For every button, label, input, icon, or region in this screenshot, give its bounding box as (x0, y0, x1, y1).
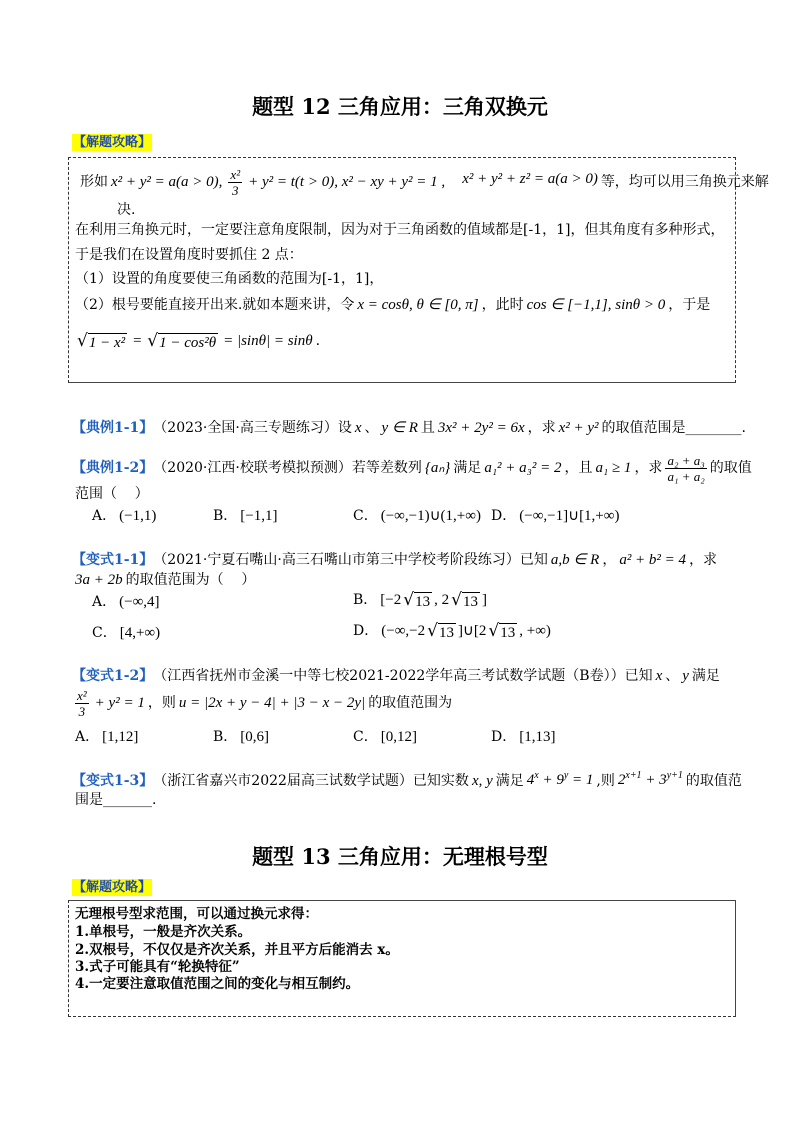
radicand: 13 (415, 594, 431, 610)
radical-sign: √ (451, 590, 462, 610)
formula: x² + y² (558, 420, 599, 436)
text: （浙江省嘉兴市2022届高三试数学试题）已知实数 (153, 773, 469, 789)
text: （2）根号要能直接开出来.就如本题来讲，令 (75, 297, 355, 313)
exponent: x+1 (625, 770, 642, 781)
radical-sign: √ (488, 621, 500, 641)
exponent-formula (527, 770, 594, 792)
formula: x (655, 668, 663, 684)
strategy-line-2: 1.单根号，一般是齐次关系。 (75, 924, 252, 940)
value-part: [−2 (380, 592, 402, 608)
sqrt-expression (147, 332, 218, 351)
text: . (152, 792, 157, 808)
question-5-line-2 (75, 790, 156, 810)
strategy-line-5: （1）设置的角度要使三角函数的范围为[-1，1]， (75, 271, 384, 287)
option-value: [−1,1] (240, 508, 278, 524)
strategy-line-2: 决. (117, 202, 136, 218)
strategy-tag: 【解题攻略】 (73, 880, 152, 895)
option-value: [4,+∞) (119, 625, 161, 641)
base: 4 (526, 772, 535, 788)
text: 满足 (495, 773, 524, 789)
formula-rest: = 1 (568, 772, 594, 788)
strategy-tag-row (72, 134, 152, 151)
radicand: 13 (438, 625, 454, 641)
formula: x² + y² = a(a > 0), (111, 174, 223, 190)
sqrt-expression (451, 591, 480, 610)
text: ， (602, 552, 617, 568)
option-c (353, 506, 484, 526)
text: 的取值 (709, 460, 752, 476)
section-title-12: 题型 12 三角应用：三角双换元 (252, 94, 548, 119)
option-value: (−1,1) (119, 508, 157, 524)
value-part: , 2 (434, 592, 450, 608)
text: 、 (364, 420, 379, 436)
text: ，求 (634, 460, 663, 476)
text: 的取值范围为 (368, 695, 453, 711)
value-part: ]∪[2 (457, 623, 487, 639)
formula: y (682, 668, 689, 684)
formula: 3x² + 2y² = 6x (437, 420, 525, 436)
fraction (75, 689, 89, 718)
formula: a,b ∈ R (550, 552, 600, 568)
text: （2023·全国·高三专题练习）设 (153, 420, 352, 436)
radicand: 13 (500, 625, 516, 641)
text: ，求 (689, 552, 718, 568)
answer-blank: ________ (685, 420, 742, 436)
formula: y ∈ R (381, 420, 418, 436)
sqrt-expression (427, 622, 456, 641)
value-part: , +∞) (519, 623, 551, 639)
text: 且 (420, 420, 435, 436)
formula: u = |2x + y − 4| + |3 − x − 2y| (178, 695, 366, 711)
option-letter: C． (353, 508, 378, 524)
fraction-numerator: x² (230, 166, 241, 182)
option-letter: C． (353, 729, 378, 745)
text: ，于是 (668, 297, 711, 313)
strategy-tag: 【解题攻略】 (73, 135, 152, 150)
option-value: [1,12] (102, 729, 139, 745)
option-value (380, 590, 487, 610)
question-5-line-1 (72, 770, 742, 792)
strategy-line-5: 4.一定要注意取值范围之间的变化与相互制约。 (75, 976, 360, 992)
fraction-numerator: a₂ + a₃ (667, 452, 705, 468)
fraction-denominator: 3 (78, 703, 86, 719)
option-letter: A． (75, 729, 100, 745)
option-letter: B． (353, 592, 378, 608)
strategy-tag-row (72, 879, 152, 896)
base: 2 (617, 772, 626, 788)
question-label: 【典例1-1】 (72, 420, 154, 436)
option-a (92, 592, 163, 612)
exponent: x (534, 770, 539, 781)
sqrt-expression (488, 622, 517, 641)
formula: cos ∈ [−1,1], sinθ > 0 (526, 297, 666, 313)
question-1-line-1 (72, 418, 746, 438)
formula: a₁² + a₃² = 2 (484, 460, 562, 476)
sqrt-expression (403, 591, 432, 610)
text: （2021·宁夏石嘴山·高三石嘴山市第三中学校考阶段练习）已知 (153, 552, 548, 568)
option-value: (−∞,4] (119, 594, 160, 610)
equals-sign: = (132, 333, 143, 349)
formula: + y² = 1 (94, 695, 145, 711)
radical-sign: √ (403, 590, 415, 610)
formula: x² + y² + z² = a(a > 0) (462, 171, 598, 187)
option-value: [0,12] (380, 729, 417, 745)
question-3-line-2 (75, 570, 255, 590)
text: 形如 (80, 174, 108, 190)
strategy-line-1 (80, 167, 769, 197)
radical-sign: √ (147, 330, 159, 351)
strategy-line-6 (75, 295, 710, 315)
strategy-line-7 (75, 329, 320, 353)
formula: x, y (471, 773, 493, 789)
option-letter: D． (353, 623, 379, 639)
text: ，此时 (481, 297, 524, 313)
text: 、 (665, 668, 680, 684)
option-letter: D． (491, 508, 517, 524)
option-value: (−∞,−1]∪[1,+∞) (519, 508, 620, 524)
radicand: 13 (462, 594, 478, 610)
text: 满足 (453, 460, 482, 476)
question-4-line-1 (72, 666, 720, 686)
strategy-line-1: 无理根号型求范围，可以通过换元求得： (75, 906, 318, 922)
formula: = |sinθ| = sinθ (223, 333, 313, 349)
option-value: [0,6] (240, 729, 270, 745)
text: 的取值范 (685, 773, 742, 789)
fraction-denominator: 3 (232, 182, 239, 198)
value-part: (−∞,−2 (381, 623, 426, 639)
option-letter: A． (92, 508, 117, 524)
text: 围是 (75, 792, 103, 808)
text: 的取值范围为（ ） (125, 572, 256, 588)
question-2-line-2: 范围（ ） (75, 486, 149, 502)
radical-sign: √ (77, 330, 88, 351)
option-d (491, 727, 558, 747)
fraction (665, 454, 706, 483)
formula: a₁ ≥ 1 (595, 460, 632, 476)
option-c (92, 623, 163, 643)
radicand: 1 − x² (88, 334, 126, 351)
strategy-line-3: 2.双根号，不仅仅是齐次关系，并且平方后能消去 x。 (75, 942, 399, 958)
section-title-13: 题型 13 三角应用：无理根号型 (252, 844, 548, 869)
formula: + y² = t(t > 0), x² − xy + y² = 1 , (248, 174, 446, 190)
fraction-numerator: x² (77, 687, 87, 703)
radicand: 1 − cos²θ (159, 334, 217, 351)
strategy-line-4: 于是我们在设置角度时要抓住 2 点： (75, 247, 303, 263)
text: （2020·江西·校联考模拟预测）若等差数列 (153, 460, 422, 476)
option-letter: D． (491, 729, 517, 745)
text: ，求 (527, 420, 556, 436)
option-a (92, 506, 159, 526)
text: ，则 (147, 695, 176, 711)
text: 等，均可以用三角换元来解 (600, 174, 769, 190)
formula: x = cosθ, θ ∈ [0, π] (357, 297, 479, 313)
exponent-formula (618, 770, 683, 792)
formula: 3a + 2b (75, 572, 123, 588)
text: . (741, 420, 746, 436)
text: 满足 (691, 668, 720, 684)
text: （江西省抚州市金溪一中等七校2021-2022学年高三考试数学试题（B卷））已知 (153, 668, 653, 684)
radical-sign: √ (427, 621, 438, 641)
question-label: 【变式1-2】 (72, 668, 154, 684)
text: ,则 (596, 773, 615, 789)
sqrt-expression (77, 332, 127, 351)
question-label: 【变式1-1】 (72, 552, 154, 568)
option-value: (−∞,−1)∪(1,+∞) (380, 508, 481, 524)
text: 的取值范围是 (601, 420, 686, 436)
answer-blank: _______ (103, 792, 152, 808)
formula: {aₙ} (424, 460, 451, 476)
question-3-line-1 (72, 550, 717, 570)
strategy-line-4: 3.式子可能具有“轮换特征” (75, 959, 240, 975)
option-value (381, 621, 551, 641)
question-4-line-2 (75, 688, 452, 718)
question-2-line-1 (72, 453, 752, 483)
fraction (228, 168, 242, 197)
option-b (353, 588, 490, 612)
fraction-denominator: a₁ + a₂ (667, 468, 705, 484)
question-label: 【变式1-3】 (72, 773, 154, 789)
option-a (75, 727, 141, 747)
option-d (353, 619, 554, 643)
base: + 9 (538, 772, 564, 788)
option-b (213, 506, 281, 526)
strategy-line-3: 在利用三角换元时，一定要注意角度限制，因为对于三角函数的值域都是[-1，1]，但其角度有多种形式， (75, 222, 725, 238)
exponent: y (563, 770, 569, 781)
text: . (315, 333, 321, 349)
question-label: 【典例1-2】 (72, 460, 154, 476)
option-d (491, 506, 622, 526)
option-b (213, 727, 272, 747)
formula: x (354, 420, 362, 436)
option-c (353, 727, 420, 747)
text: ，且 (564, 460, 593, 476)
value-part: ] (481, 592, 487, 608)
option-letter: B． (213, 508, 238, 524)
formula: a² + b² = 4 (619, 552, 687, 568)
option-value: [1,13] (519, 729, 556, 745)
option-letter: A． (92, 594, 117, 610)
base: + 3 (641, 772, 667, 788)
exponent: y+1 (666, 770, 683, 781)
option-letter: C． (92, 625, 117, 641)
option-letter: B． (213, 729, 238, 745)
